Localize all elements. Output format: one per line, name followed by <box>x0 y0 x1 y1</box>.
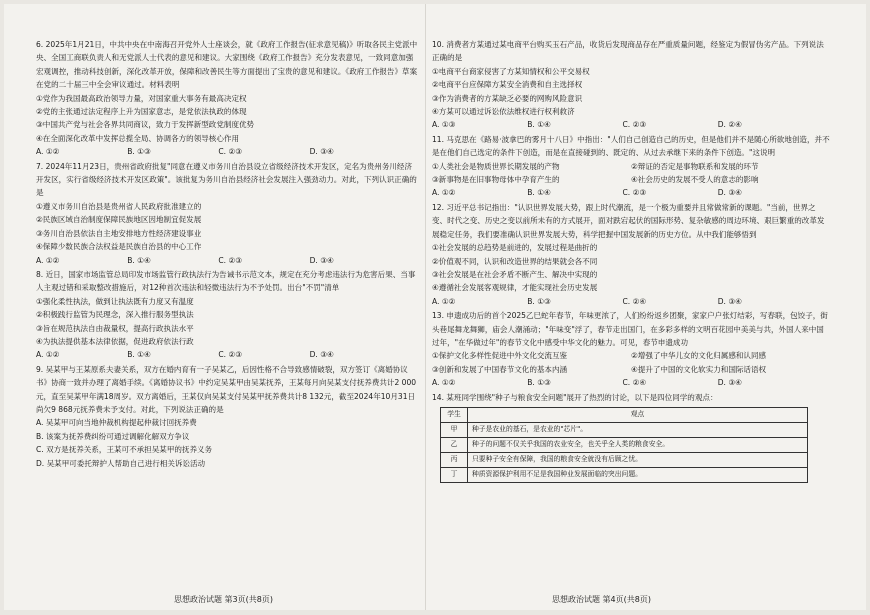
option: ①社会发展的总趋势是前进的，发展过程是曲折的 <box>432 243 598 253</box>
student-cell: 甲 <box>441 422 468 437</box>
page-3 <box>36 38 418 471</box>
option: ③作为消费者的方某缺乏必要的网购风险意识 <box>432 93 583 103</box>
column-header: 学生 <box>441 407 468 422</box>
choice-b: B. ①④ <box>527 120 551 130</box>
choice-d: D. ②④ <box>717 120 742 130</box>
option: ③中国共产党与社会各界共同商议，致力于发挥新型政党制度优势 <box>36 120 255 130</box>
page-4 <box>432 38 830 484</box>
option: ②电商平台应保障方某安全消费和自主选择权 <box>432 80 583 90</box>
answer-choices <box>36 145 418 158</box>
choice-c: C. ②③ <box>622 188 647 198</box>
option: ④提升了中国的文化软实力和国际话语权 <box>631 364 767 374</box>
choice-a: A. ①② <box>36 255 60 265</box>
opinion-cell: 种子是农业的基石，是农业的"芯片"。 <box>468 422 808 437</box>
opinion-cell: 只要种子安全有保障，我国的粮食安全就没有后顾之忧。 <box>468 452 808 467</box>
page-divider <box>425 4 426 610</box>
question-13 <box>432 309 830 389</box>
choice-c: C. ②④ <box>622 378 647 388</box>
option: ②辩证的否定是事物联系和发展的环节 <box>631 161 759 171</box>
choice-b: B. ①④ <box>127 255 151 265</box>
option: ②积极践行监管为民理念，深入推行服务型执法 <box>36 310 194 320</box>
question-stem: 14. 某班同学围绕"种子与粮食安全问题"展开了热烈的讨论，以下是四位同学的观点： <box>432 392 718 402</box>
question-stem: 6. 2025年1月21日，中共中央在中南海召开党外人士座谈会，就《政府工作报告(征求意见稿)》听取各民主党派中央、全国工商联负责人和无党派人士代表的意见和建议。大家围绕《政府工作报告》充分发表意见，一致同意加强宏观调控，推动科技创新，深化改革开放，保障和改善民生等方面提出了宝贵的意见和建议。《政府工作报告》草案在党的二十届三中全会审议通过。材料表明 <box>36 40 418 90</box>
choice-d: D. ③④ <box>717 296 742 306</box>
choice-b: B. ①④ <box>127 350 151 360</box>
option: ③旨在规范执法自由裁量权，提高行政执法水平 <box>36 323 194 333</box>
option: ②民族区域自治制度保障民族地区因地制宜促发展 <box>36 215 202 225</box>
choice-b: B. ①④ <box>527 188 551 198</box>
question-8 <box>36 268 418 362</box>
answer-choices <box>432 376 830 389</box>
choice-c: C. ②④ <box>622 296 647 306</box>
question-stem: 7. 2024年11月23日，贵州省政府批复"同意在遵义市务川自治县设立省级经济技术开发区，定名为贵州务川经济开发区，实行省级经济技术开发区政策"。该批复为务川自治县经济社会发展注入强劲动力。对此，下列认识正确的是 <box>36 161 417 198</box>
choice-a: A. ①② <box>36 147 60 157</box>
choice-a: A. ①② <box>36 350 60 360</box>
exam-sheet <box>4 4 866 610</box>
option: ②价值观不同，认识和改造世界的结果就会各不同 <box>432 256 598 266</box>
option: ③社会发展是在社会矛盾不断产生、解决中实现的 <box>432 269 598 279</box>
opinion-cell: 种质资源保护利用不足是我国种业发展面临的突出问题。 <box>468 467 808 482</box>
option: ②党的主张通过法定程序上升为国家意志，是党依法执政的体现 <box>36 107 247 117</box>
choice-d: D. ③④ <box>717 188 742 198</box>
option: ②增强了中华儿女的文化归属感和认同感 <box>631 351 767 361</box>
question-stem: 8. 近日，国家市场监管总局印发市场监管行政执法行为告诫书示范文本，规定在充分考虑违法行为危害后果、当事人主观过错和采取整改措施后，对12种首次违法和轻微违法行为不予处罚。出台"不罚"清单 <box>36 269 416 293</box>
option-grid <box>432 160 830 187</box>
choice-a: A. ①③ <box>432 120 456 130</box>
table-row <box>441 422 808 437</box>
question-11 <box>432 133 830 200</box>
option: ③新事物是在旧事物母体中孕育产生的 <box>432 175 560 185</box>
question-stem: 9. 吴某甲与王某原系夫妻关系，双方在婚内育有一子吴某乙，后因性格不合导致感情破裂，双方签订《离婚协议书》协商一致并办理了离婚手续。《离婚协议书》中约定吴某甲由吴某抚养，王某每月向吴某支付抚养费共计2 000元，直至吴某甲年满18周岁。双方离婚后，王某仅向吴某支付吴某甲抚养费共计8 132元，截至2024年10月31日尚欠9 868元抚养费未予支付。对此，下列说法正确的是 <box>36 364 417 414</box>
choice-d: D. ③④ <box>309 255 334 265</box>
answer-choices <box>432 186 830 199</box>
question-stem: 12. 习近平总书记指出："认识世界发展大势，跟上时代潮流，是一个极为重要并且常做常新的课题。"当前，世界之变、时代之变、历史之变以前所未有的方式展开，面对跌宕起伏的国际形势、复杂敏感的周边环境、艰巨繁重的改革发展稳定任务，我们要准确认识世界发展大势，科学把握中国发展新的历史方位。从中我们能够悟到 <box>432 202 825 239</box>
option: ④在全面深化改革中发挥总揽全局、协调各方的领导核心作用 <box>36 133 239 143</box>
option: ①电商平台商家侵害了方某知情权和公平交易权 <box>432 66 590 76</box>
option: ④社会历史的发展不受人的意志的影响 <box>631 175 759 185</box>
table-row <box>441 467 808 482</box>
question-7 <box>36 160 418 267</box>
option-grid <box>432 349 830 376</box>
question-10 <box>432 38 830 132</box>
option: D. 吴某甲可委托辩护人帮助自己进行相关诉讼活动 <box>36 458 206 468</box>
answer-choices <box>36 348 418 361</box>
table-row <box>441 452 808 467</box>
option: A. 吴某甲可向当地仲裁机构提起仲裁讨回抚养费 <box>36 418 197 428</box>
question-stem: 10. 消费者方某通过某电商平台购买玉石产品，收货后发现商品存在严重质量问题，经鉴定为假冒伪劣产品。下列说法正确的是 <box>432 40 824 63</box>
page-footer: 思想政治试题 第4页(共8页) <box>552 595 651 604</box>
student-cell: 乙 <box>441 437 468 452</box>
question-stem: 13. 申遗成功后的首个2025乙巳蛇年春节，年味更浓了，人们纷纷返乡团聚，家家户户张灯结彩，写春联，包饺子，街头巷尾舞龙舞狮，庙会人潮涌动；"年味变"浮了，春节走出国门，在多彩多样的文明百花园中美美与共，外国人来中国过年，"在华做过年"的春节文化中感受中华文化的魅力。可见，春节申遗成功 <box>432 311 828 347</box>
option: ④方某可以通过诉讼依法维权进行权利救济 <box>432 107 575 117</box>
option: ①保护文化多样性促进中外文化交流互鉴 <box>432 351 568 361</box>
option: ①遵义市务川自治县是贵州省人民政府批准建立的 <box>36 201 202 211</box>
option: B. 该案为抚养费纠纷可通过调解化解双方争议 <box>36 431 190 441</box>
option: ④遵循社会发展客观规律，才能实现社会历史发展 <box>432 283 598 293</box>
choice-b: B. ①③ <box>527 378 551 388</box>
option: ③创新和发展了中国春节文化的基本内涵 <box>432 364 568 374</box>
choice-d: D. ③④ <box>309 147 334 157</box>
table-header-row <box>441 407 808 422</box>
question-6 <box>36 38 418 159</box>
question-14 <box>432 391 830 483</box>
choice-d: D. ③④ <box>717 378 742 388</box>
option: C. 双方是抚养关系，王某可不承担吴某甲的抚养义务 <box>36 445 213 455</box>
choice-a: A. ①② <box>432 378 456 388</box>
opinion-cell: 种子的问题不仅关乎我国的农业安全，也关乎全人类的粮食安全。 <box>468 437 808 452</box>
choice-c: C. ②③ <box>218 147 243 157</box>
opinion-table <box>440 407 808 483</box>
option: ①党作为我国最高政治领导力量，对国家重大事务有最高决定权 <box>36 93 247 103</box>
question-9 <box>36 363 418 470</box>
choice-c: C. ②③ <box>218 255 243 265</box>
choice-d: D. ③④ <box>309 350 334 360</box>
student-cell: 丙 <box>441 452 468 467</box>
option: ④为执法提供基本法律依据，促进政府依法行政 <box>36 336 194 346</box>
answer-choices <box>36 254 418 267</box>
student-cell: 丁 <box>441 467 468 482</box>
option: ①强化柔性执法，做到让执法既有力度又有温度 <box>36 296 194 306</box>
question-12 <box>432 201 830 308</box>
choice-b: B. ①③ <box>527 296 551 306</box>
answer-choices <box>432 295 830 308</box>
column-header: 观点 <box>468 407 808 422</box>
choice-b: B. ①③ <box>127 147 151 157</box>
option: ①人类社会是物质世界长期发展的产物 <box>432 161 560 171</box>
option: ④保障少数民族合法权益是民族自治县的中心工作 <box>36 242 202 252</box>
choice-a: A. ①② <box>432 296 456 306</box>
option: ③务川自治县依法自主地安排地方性经济建设事业 <box>36 228 202 238</box>
page-footer: 思想政治试题 第3页(共8页) <box>174 595 273 604</box>
choice-a: A. ①② <box>432 188 456 198</box>
choice-c: C. ②③ <box>622 120 647 130</box>
question-stem: 11. 马克思在《路易·波拿巴的雾月十八日》中指出："人们自己创造自己的历史，但是他们并不是随心所欲地创造，并不是在他们自己选定的条件下创造，而是在直接碰到的、既定的、从过去承继下来的条件下创造。"这说明 <box>432 134 830 158</box>
table-row <box>441 437 808 452</box>
choice-c: C. ②③ <box>218 350 243 360</box>
answer-choices <box>432 118 830 131</box>
